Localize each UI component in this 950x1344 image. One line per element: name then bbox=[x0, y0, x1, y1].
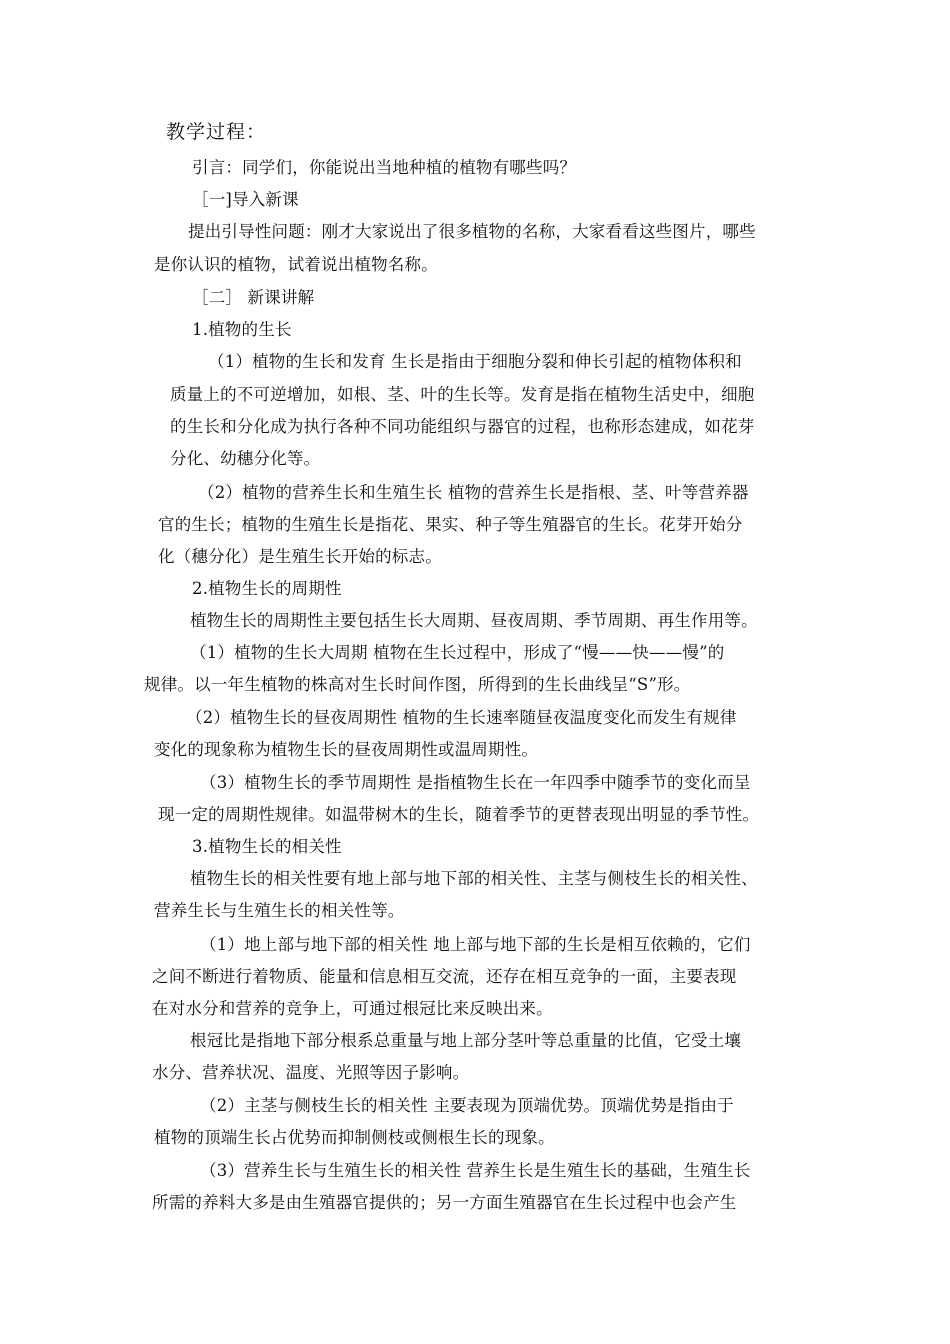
text-line: 所需的养料大多是由生殖器官提供的；另一方面生殖器官在生长过程中也会产生 bbox=[152, 1193, 737, 1212]
text-line: （2）植物生长的昼夜周期性 植物的生长速率随昼夜温度变化而发生有规律 bbox=[186, 708, 737, 727]
text-line: 提出引导性问题：刚才大家说出了很多植物的名称，大家看看这些图片，哪些 bbox=[188, 222, 756, 241]
text-line: （1）植物的生长和发育 生长是指由于细胞分裂和伸长引起的植物体积和 bbox=[208, 352, 742, 371]
text-line: 1.植物的生长 bbox=[192, 320, 292, 339]
text-line: 引言：同学们，你能说出当地种植的植物有哪些吗？ bbox=[192, 158, 577, 177]
text-line: 植物生长的相关性要有地上部与地下部的相关性、主茎与侧枝生长的相关性、 bbox=[190, 869, 758, 888]
text-line: （3）营养生长与生殖生长的相关性 营养生长是生殖生长的基础，生殖生长 bbox=[200, 1161, 751, 1180]
text-line: 2.植物生长的周期性 bbox=[192, 579, 342, 598]
text-line: 官的生长；植物的生殖生长是指花、果实、种子等生殖器官的生长。花芽开始分 bbox=[158, 515, 743, 534]
text-line: ［一]导入新课 bbox=[192, 190, 299, 209]
text-line: 3.植物生长的相关性 bbox=[192, 837, 342, 856]
text-line: 规律。以一年生植物的株高对生长时间作图，所得到的生长曲线呈“S”形。 bbox=[144, 675, 691, 694]
text-line: 是你认识的植物，试着说出植物名称。 bbox=[154, 255, 438, 274]
text-line: ［二］ 新课讲解 bbox=[192, 288, 315, 307]
section-heading: 教学过程： bbox=[166, 121, 267, 143]
text-line: 水分、营养状况、温度、光照等因子影响。 bbox=[152, 1063, 470, 1082]
text-line: 营养生长与生殖生长的相关性等。 bbox=[154, 901, 405, 920]
text-line: 根冠比是指地下部分根系总重量与地上部分茎叶等总重量的比值，它受土壤 bbox=[190, 1031, 742, 1050]
text-line: 质量上的不可逆增加，如根、茎、叶的生长等。发育是指在植物生活史中，细胞 bbox=[170, 385, 755, 404]
text-line: 植物生长的周期性主要包括生长大周期、昼夜周期、季节周期、再生作用等。 bbox=[190, 611, 758, 630]
text-line: 分化、幼穗分化等。 bbox=[170, 449, 321, 468]
text-line: 现一定的周期性规律。如温带树木的生长，随着季节的更替表现出明显的季节性。 bbox=[158, 805, 760, 824]
text-line: 在对水分和营养的竞争上，可通过根冠比来反映出来。 bbox=[152, 999, 553, 1018]
text-line: 植物的顶端生长占优势而抑制侧枝或侧根生长的现象。 bbox=[154, 1128, 555, 1147]
text-line: 变化的现象称为植物生长的昼夜周期性或温周期性。 bbox=[154, 740, 539, 759]
text-line: 化（穗分化）是生殖生长开始的标志。 bbox=[158, 547, 442, 566]
text-line: 之间不断进行着物质、能量和信息相互交流，还存在相互竞争的一面，主要表现 bbox=[152, 967, 737, 986]
text-line: （3）植物生长的季节周期性 是指植物生长在一年四季中随季节的变化而呈 bbox=[200, 773, 751, 792]
text-line: （2）植物的营养生长和生殖生长 植物的营养生长是指根、茎、叶等营养器 bbox=[198, 483, 749, 502]
text-line: 的生长和分化成为执行各种不同功能组织与器官的过程，也称形态建成，如花芽 bbox=[170, 417, 755, 436]
text-line: （1）植物的生长大周期 植物在生长过程中，形成了“慢——快——慢”的 bbox=[190, 643, 725, 662]
text-line: （1）地上部与地下部的相关性 地上部与地下部的生长是相互依赖的，它们 bbox=[200, 935, 751, 954]
text-line: （2）主茎与侧枝生长的相关性 主要表现为顶端优势。顶端优势是指由于 bbox=[200, 1096, 734, 1115]
